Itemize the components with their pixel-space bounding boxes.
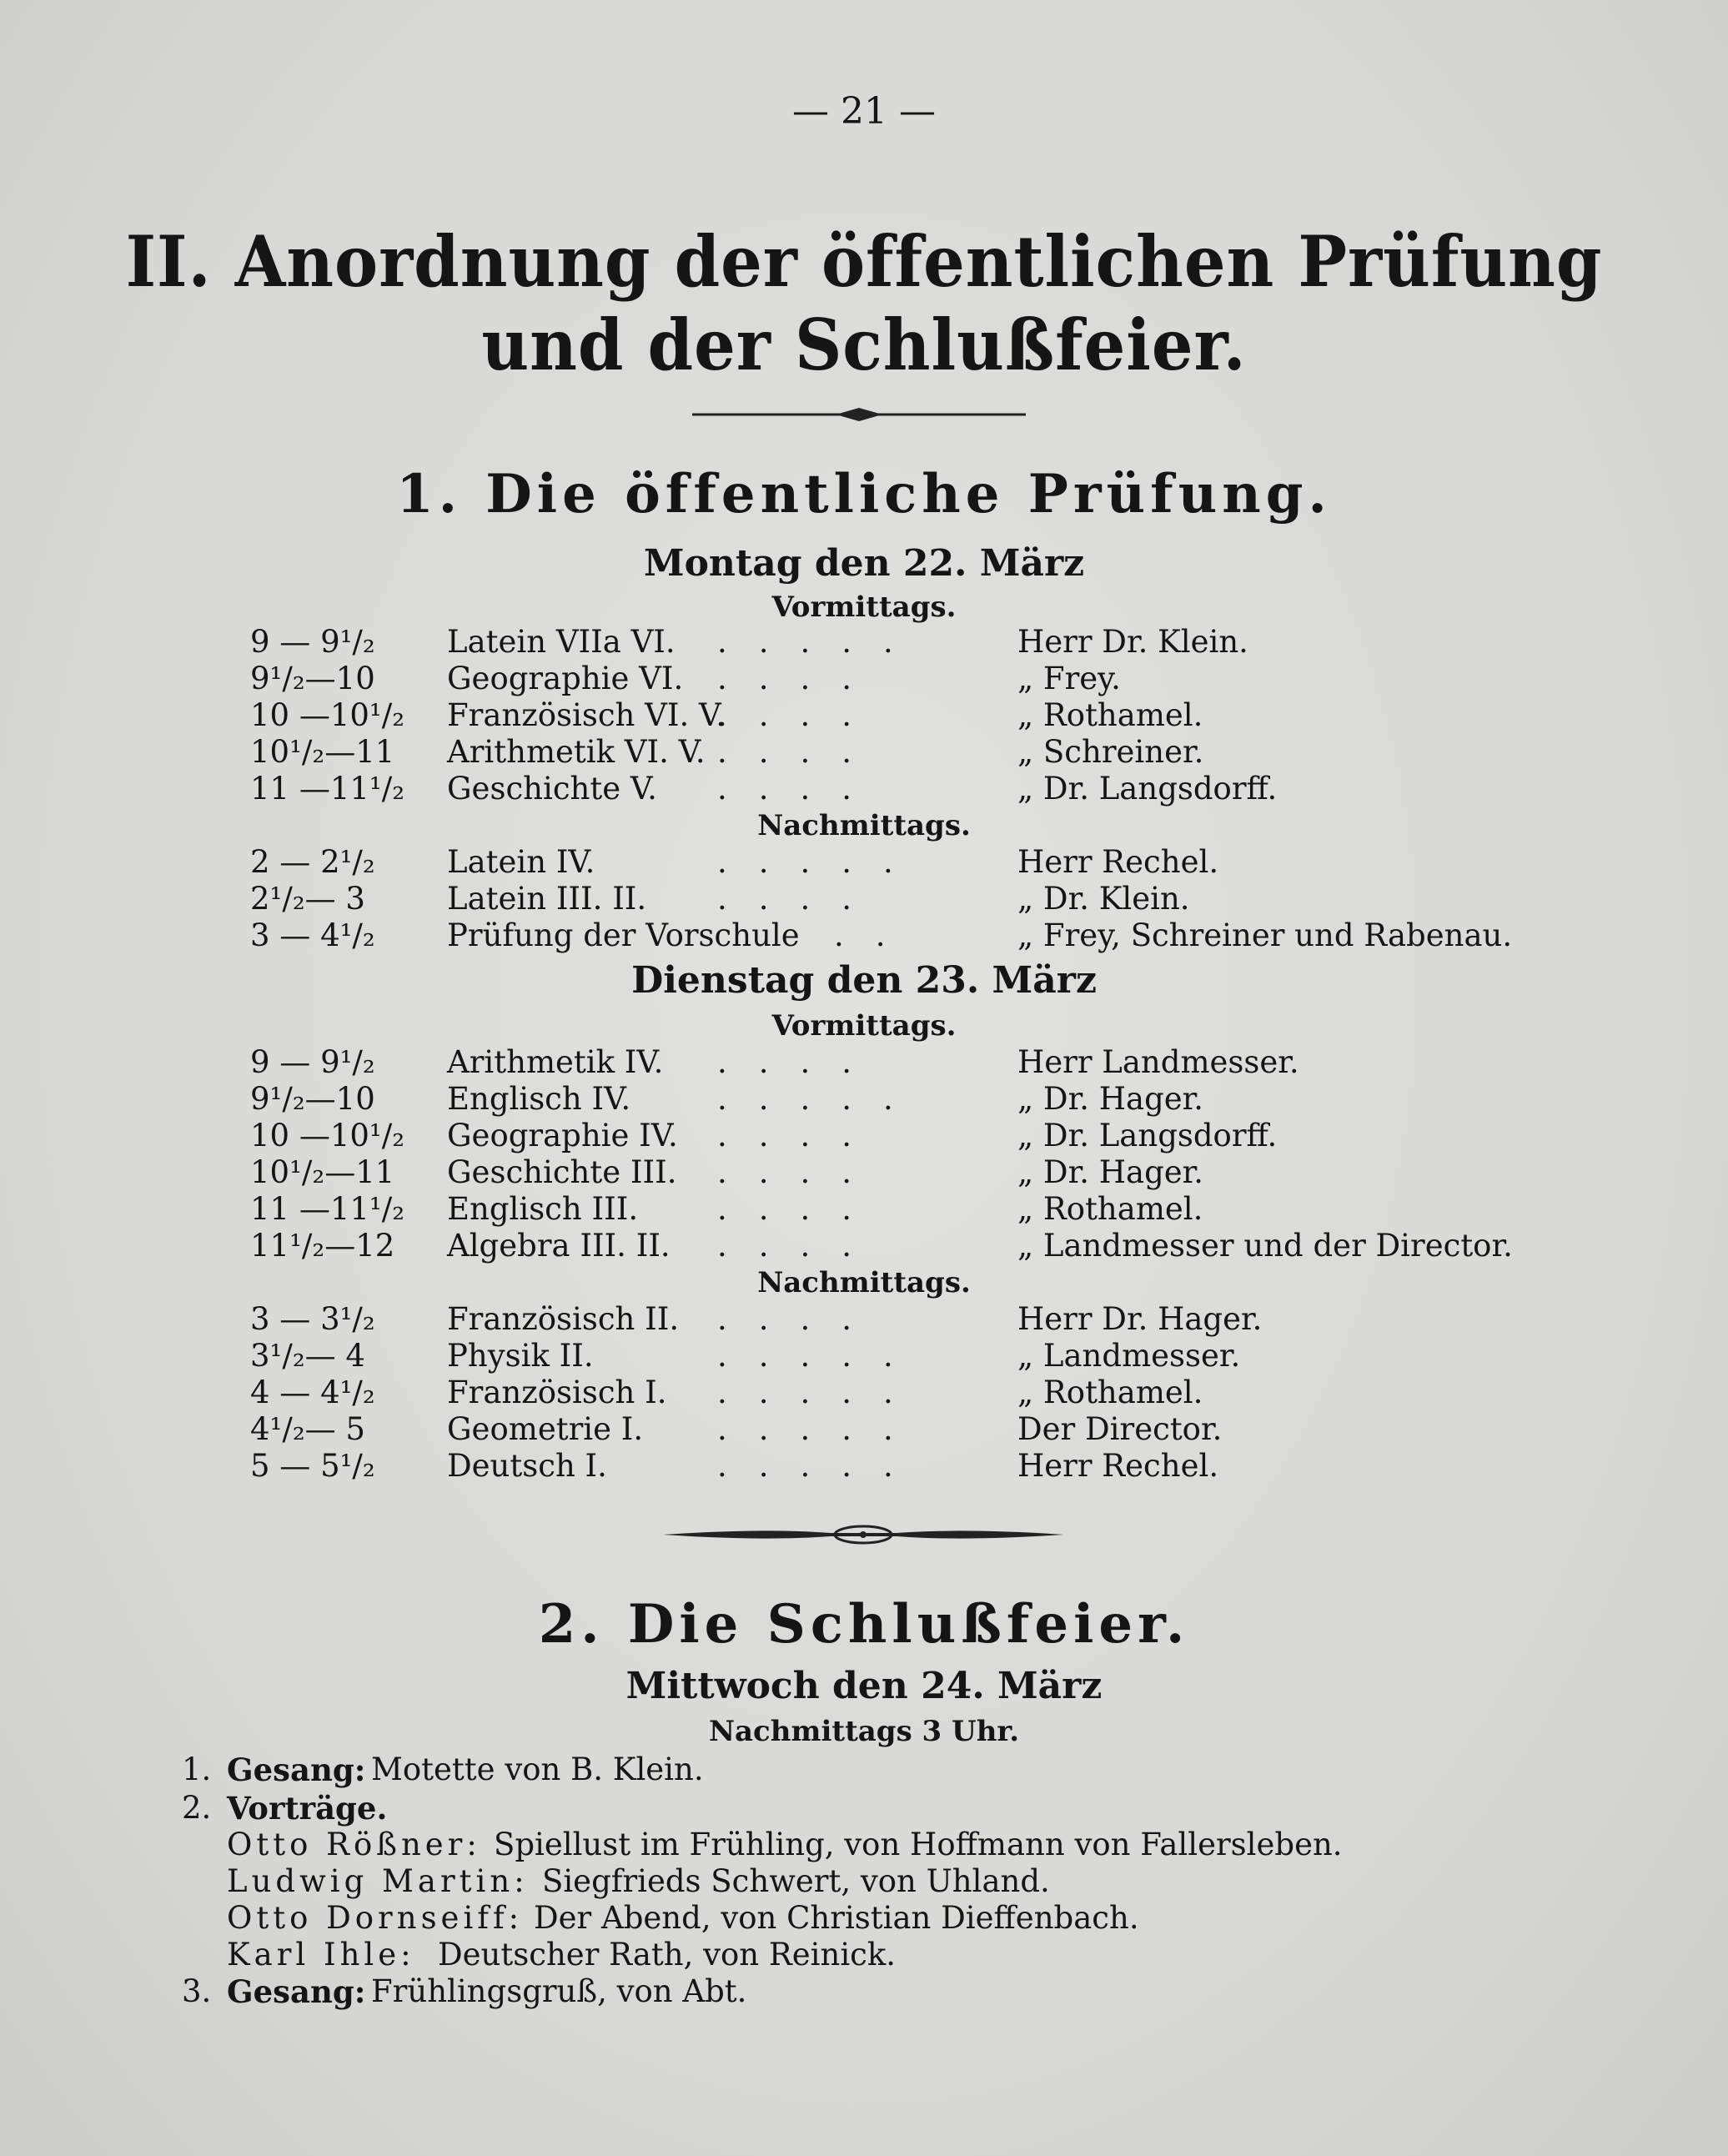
part-label-nachmittags: Nachmittags. — [757, 1266, 971, 1299]
ornament-rule-middle — [663, 1523, 1063, 1546]
part-label-nachmittags: Nachmittags. — [757, 809, 971, 842]
section2-title: 2. Die Schlußfeier. — [538, 1593, 1190, 1656]
part-label-vormittags: Vormittags. — [771, 1009, 957, 1043]
section2-date: Mittwoch den 24. März — [625, 1665, 1103, 1707]
part-label-vormittags: Vormittags. — [771, 591, 957, 624]
section2-time: Nachmittags 3 Uhr. — [708, 1715, 1020, 1748]
day-heading-monday: Montag den 22. März — [643, 542, 1085, 585]
page-number: — 21 — — [792, 90, 936, 133]
main-heading-line-2: und der Schlußfeier. — [481, 304, 1247, 386]
day-heading-tuesday: Dienstag den 23. März — [631, 959, 1097, 1002]
main-heading-line-1: II. Anordnung der öffentlichen Prüfung — [125, 220, 1603, 303]
section1-title: 1. Die öffentliche Prüfung. — [396, 463, 1332, 525]
ornament-rule-top — [692, 405, 1026, 425]
page: — 21 — II. Anordnung der öffentlichen Prüfung und der Schlußfeier. 1. Die öffentliche Prüfung. Montag den 22. März Vormittags. 9 — 9¹/₂ Latein VIIa VI. ..... Herr Dr. Klein. 9¹/₂—10 Geographie VI. .... „ Frey. 10 —10¹/₂ Französisch VI. V. .... „ Rothamel. 10¹/₂—11 Arithmetik VI. V. .... „ Schreiner. 11 —11¹/₂ Geschichte V. .... „ Dr. Langsdorff. Nachmittags. 2 — 2¹/₂ Latein IV. ..... Herr Rechel. 2¹/₂— 3 Latein III. II. .... „ Dr. Klein. 3 — 4¹/₂ Prüfung der Vorschule .. „ Frey, Schreiner und Rabenau. Dienstag den 23. März Vormittags. 9 — 9¹/₂ Arithmetik IV. .... Herr Landmesser. 9¹/₂—10 Englisch IV. ..... „ Dr. Hager. 10 —10¹/₂ Geographie IV. .... „ Dr. Langsdorff. 10¹/₂—11 Geschichte III. .... „ Dr. Hager. 11 —11¹/₂ Englisch III. .... „ Rothamel. 11¹/₂—12 Algebra III. II. .... „ Landmesser und der Director. Nachmittags. 3 — 3¹/₂ Französisch II. .... Herr Dr. Hager. 3¹/₂— 4 Physik II. ..... „ Landmesser. 4 — 4¹/₂ Französisch I. ..... „ Rothamel. 4¹/₂— 5 Geometrie I. ..... Der Director. 5 — 5¹/₂ Deutsch I. ..... Herr Rechel. 2. Die Schlußfeier. Mittwoch den 24. März Nachmittags 3 Uhr. 1. Gesang: Motette von B. Klein. 2. Vorträge. Otto Rößner: Spiellust im Frühling, von Hoffmann von Fallersleben. Ludwig Martin: Siegfrieds Schwert, von Uhland. Otto Dornseiff: Der Abend, von Christian Dieffenbach. Karl Ihle: Deutscher Rath, von Reinick. 3. Gesang: Frühlingsgruß, von Abt. — [0, 0, 1728, 2156]
